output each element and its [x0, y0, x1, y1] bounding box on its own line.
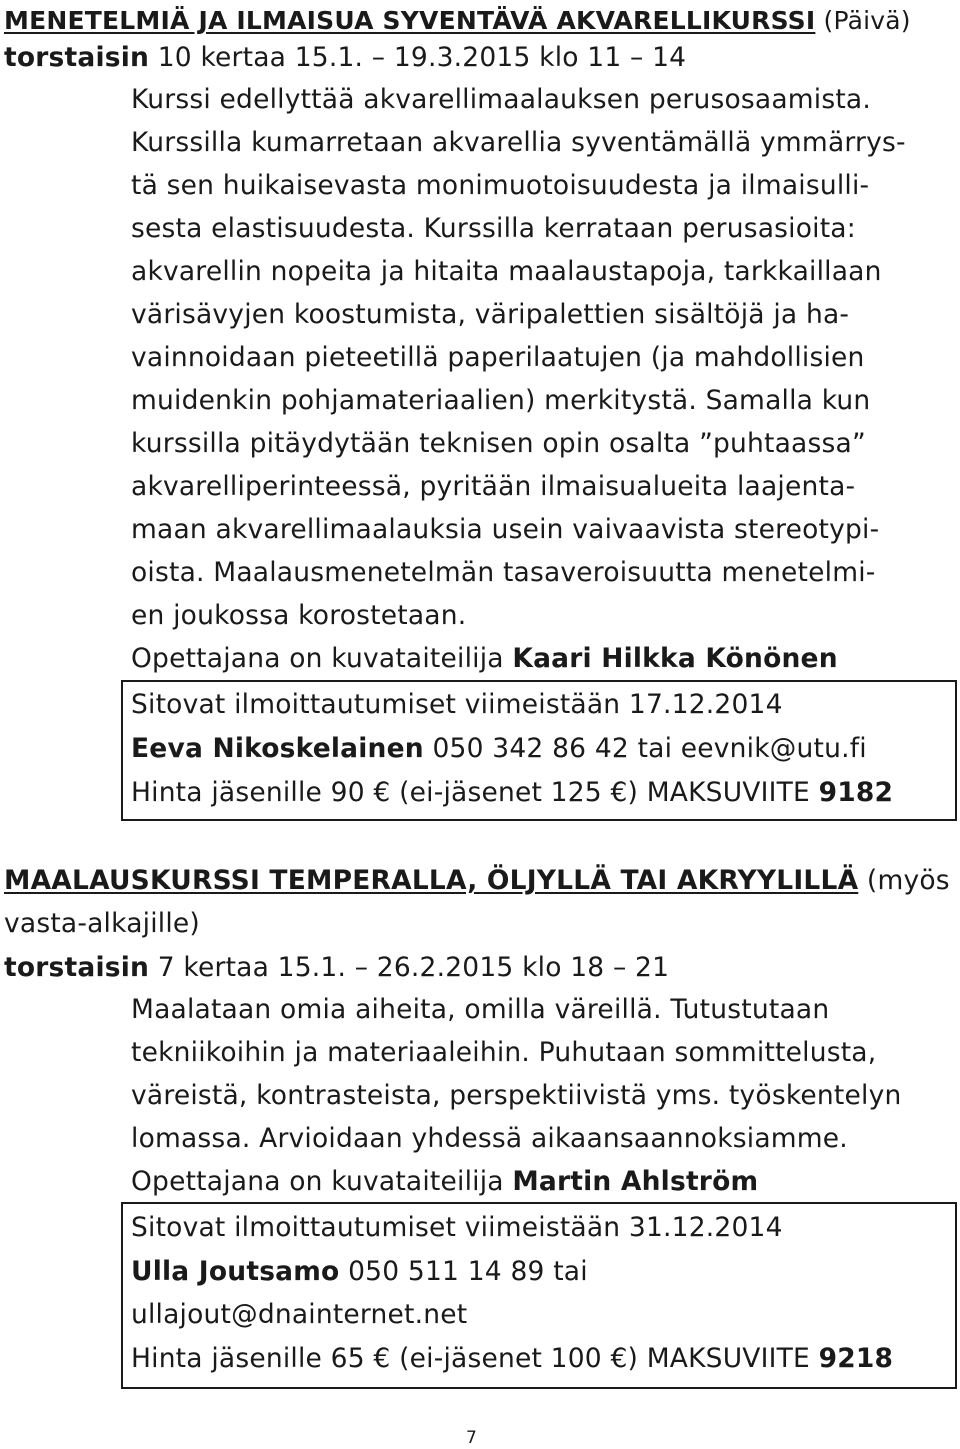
course2-price [131, 1343, 894, 1374]
course1-desc-line: maan akvarellimaalauksia usein vaivaavista stereotypi- [131, 514, 880, 545]
course1-schedule [4, 42, 687, 73]
course1-desc-line: akvarellin nopeita ja hitaita maalaustapoja, tarkkaillaan [131, 256, 882, 287]
course1-desc-line: värisävyjen koostumista, väripalettien sisältöjä ja ha- [131, 299, 850, 330]
course1-reference: 9182 [818, 777, 894, 808]
course1-contact-rest: 050 342 86 42 tai eevnik@utu.fi [423, 733, 867, 764]
course1-desc-line: Kurssilla kumarretaan akvarellia syventämällä ymmärrys- [131, 127, 906, 158]
course1-schedule-rest: 10 kertaa 15.1. – 19.3.2015 klo 11 – 14 [149, 42, 687, 73]
course1-registration: Sitovat ilmoittautumiset viimeistään 17.12.2014 [131, 689, 783, 720]
course1-desc-line: tä sen huikaisevasta monimuotoisuudesta ja ilmaisulli- [131, 170, 870, 201]
course1-desc-line: kurssilla pitäydytään teknisen opin osalta ”puhtaassa” [131, 428, 866, 459]
course2-teacher-name: Martin Ahlström [512, 1166, 759, 1197]
course1-title-suffix: (Päivä) [815, 6, 911, 35]
course1-desc-line: oista. Maalausmenetelmän tasaveroisuutta menetelmi- [131, 557, 876, 588]
course2-contact-rest: 050 511 14 89 tai [339, 1256, 588, 1287]
course2-contact-email: ullajout@dnainternet.net [131, 1299, 468, 1330]
course1-desc-line: muidenkin pohjamateriaalien) merkitystä. Samalla kun [131, 385, 871, 416]
course2-schedule [4, 952, 670, 983]
course2-title-line [4, 865, 950, 896]
course2-registration: Sitovat ilmoittautumiset viimeistään 31.12.2014 [131, 1212, 783, 1243]
course1-contact-name: Eeva Nikoskelainen [131, 733, 424, 764]
course2-desc-line: tekniikoihin ja materiaaleihin. Puhutaan sommittelusta, [131, 1037, 877, 1068]
course1-contact [131, 733, 867, 764]
course1-title-line [4, 8, 911, 33]
course1-schedule-day: torstaisin [4, 42, 150, 73]
course1-desc-line: en joukossa korostetaan. [131, 600, 467, 631]
course1-desc-line: sesta elastisuudesta. Kurssilla kerrataan perusasioita: [131, 213, 856, 244]
course1-teacher [131, 643, 838, 674]
course1-desc-line: akvarelliperinteessä, pyritään ilmaisualueita laajenta- [131, 471, 856, 502]
course2-contact [131, 1256, 588, 1287]
course2-price-text: Hinta jäsenille 65 € (ei-jäsenet 100 €) MAKSUVIITE [131, 1343, 819, 1374]
course2-contact-name: Ulla Joutsamo [131, 1256, 340, 1287]
course2-desc-line: lomassa. Arvioidaan yhdessä aikaansaannoksiamme. [131, 1123, 848, 1154]
course2-schedule-day: torstaisin [4, 952, 150, 983]
course2-desc-line: väreistä, kontrasteista, perspektiivistä yms. työskentelyn [131, 1080, 902, 1111]
course2-title: MAALAUSKURSSI TEMPERALLA, ÖLJYLLÄ TAI AKRYYLILLÄ [4, 865, 859, 896]
course2-reference: 9218 [818, 1343, 894, 1374]
course1-price [131, 777, 894, 808]
course1-teacher-name: Kaari Hilkka Könönen [512, 643, 838, 674]
course2-title-suffix: (myös [858, 865, 950, 896]
course1-desc-line: Kurssi edellyttää akvarellimaalauksen perusosaamista. [131, 84, 871, 115]
course2-teacher [131, 1166, 759, 1197]
course2-title-line2: vasta-alkajille) [4, 908, 200, 939]
course2-teacher-prefix: Opettajana on kuvataiteilija [131, 1166, 513, 1197]
page-number: 7 [466, 1428, 477, 1448]
course1-desc-line: vainnoidaan pieteetillä paperilaatujen (ja mahdollisien [131, 342, 865, 373]
course1-title: MENETELMIÄ JA ILMAISUA SYVENTÄVÄ AKVARELLIKURSSI [4, 6, 816, 35]
course1-teacher-prefix: Opettajana on kuvataiteilija [131, 643, 513, 674]
course1-price-text: Hinta jäsenille 90 € (ei-jäsenet 125 €) MAKSUVIITE [131, 777, 819, 808]
course2-desc-line: Maalataan omia aiheita, omilla väreillä. Tutustutaan [131, 994, 830, 1025]
course2-schedule-rest: 7 kertaa 15.1. – 26.2.2015 klo 18 – 21 [149, 952, 670, 983]
